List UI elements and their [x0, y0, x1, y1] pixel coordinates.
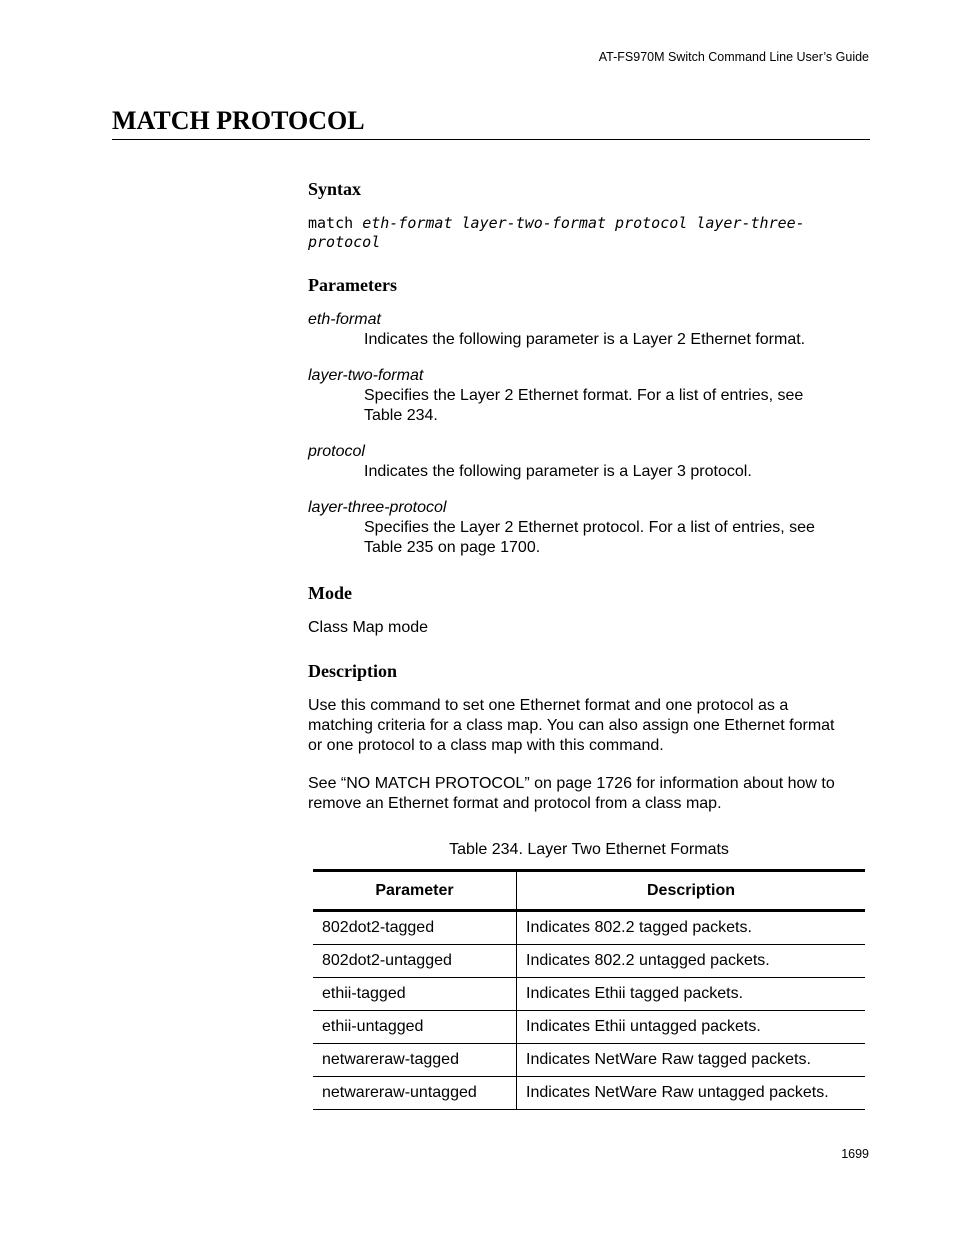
syntax-arguments-continued: protocol: [308, 233, 381, 251]
param-name-protocol: protocol: [308, 443, 365, 460]
description-paragraph-1: [308, 696, 870, 756]
table-header-description: Description: [517, 871, 866, 911]
table-row: [313, 945, 865, 978]
param-desc-line: Table 234.: [364, 407, 438, 424]
ethernet-formats-table: [313, 869, 865, 1110]
mode-text: Class Map mode: [308, 619, 429, 636]
description-paragraph-2: [308, 774, 870, 814]
description-heading: Description: [308, 661, 397, 681]
table-cell-parameter: ethii-untagged: [313, 1011, 517, 1044]
table-cell-parameter: 802dot2-untagged: [313, 945, 517, 978]
table-cell-parameter: netwareraw-untagged: [313, 1077, 517, 1110]
syntax-keyword: match: [308, 214, 354, 232]
running-header: AT-FS970M Switch Command Line User’s Guide: [598, 50, 869, 64]
param-name-layer-three-protocol: layer-three-protocol: [308, 499, 447, 516]
param-name-layer-two-format: layer-two-format: [308, 367, 424, 384]
param-desc-layer-three-protocol: [364, 518, 870, 558]
table-row: [313, 978, 865, 1011]
parameters-list: [308, 310, 870, 558]
page-number: 1699: [841, 1147, 869, 1161]
table-cell-description: Indicates NetWare Raw tagged packets.: [517, 1044, 866, 1077]
param-desc-line: Specifies the Layer 2 Ethernet protocol. For a list of entries, see: [364, 519, 815, 536]
param-desc-line: Specifies the Layer 2 Ethernet format. For a list of entries, see: [364, 387, 804, 404]
table-row: [313, 911, 865, 945]
table-cell-description: Indicates 802.2 tagged packets.: [517, 911, 866, 945]
table-cell-parameter: netwareraw-tagged: [313, 1044, 517, 1077]
table-row: [313, 1044, 865, 1077]
description-line: remove an Ethernet format and protocol from a class map.: [308, 795, 722, 812]
description-line: Use this command to set one Ethernet format and one protocol as a: [308, 697, 789, 714]
syntax-command: [308, 214, 870, 252]
param-desc-layer-two-format: [364, 386, 870, 426]
table-cell-description: Indicates Ethii untagged packets.: [517, 1011, 866, 1044]
parameters-heading: Parameters: [308, 275, 397, 295]
param-desc-eth-format: Indicates the following parameter is a Layer 2 Ethernet format.: [364, 331, 806, 348]
mode-heading: Mode: [308, 583, 352, 603]
param-desc-line: Table 235 on page 1700.: [364, 539, 541, 556]
syntax-arguments: eth-format layer-two-format protocol layer-three-: [362, 214, 805, 232]
description-line: See “NO MATCH PROTOCOL” on page 1726 for information about how to: [308, 775, 835, 792]
page-title: MATCH PROTOCOL: [112, 106, 870, 140]
table-row: [313, 1077, 865, 1110]
table-cell-description: Indicates Ethii tagged packets.: [517, 978, 866, 1011]
content-column: [308, 178, 870, 1110]
table-cell-description: Indicates 802.2 untagged packets.: [517, 945, 866, 978]
table-cell-parameter: ethii-tagged: [313, 978, 517, 1011]
table-header-parameter: Parameter: [313, 871, 517, 911]
param-desc-protocol: Indicates the following parameter is a Layer 3 protocol.: [364, 463, 752, 480]
table-header-row: [313, 871, 865, 911]
table-cell-description: Indicates NetWare Raw untagged packets.: [517, 1077, 866, 1110]
description-line: or one protocol to a class map with this command.: [308, 737, 664, 754]
param-name-eth-format: eth-format: [308, 311, 381, 328]
syntax-heading: Syntax: [308, 179, 362, 199]
table-cell-parameter: 802dot2-tagged: [313, 911, 517, 945]
table-caption: Table 234. Layer Two Ethernet Formats: [449, 841, 729, 858]
table-row: [313, 1011, 865, 1044]
description-line: matching criteria for a class map. You can also assign one Ethernet format: [308, 717, 835, 734]
